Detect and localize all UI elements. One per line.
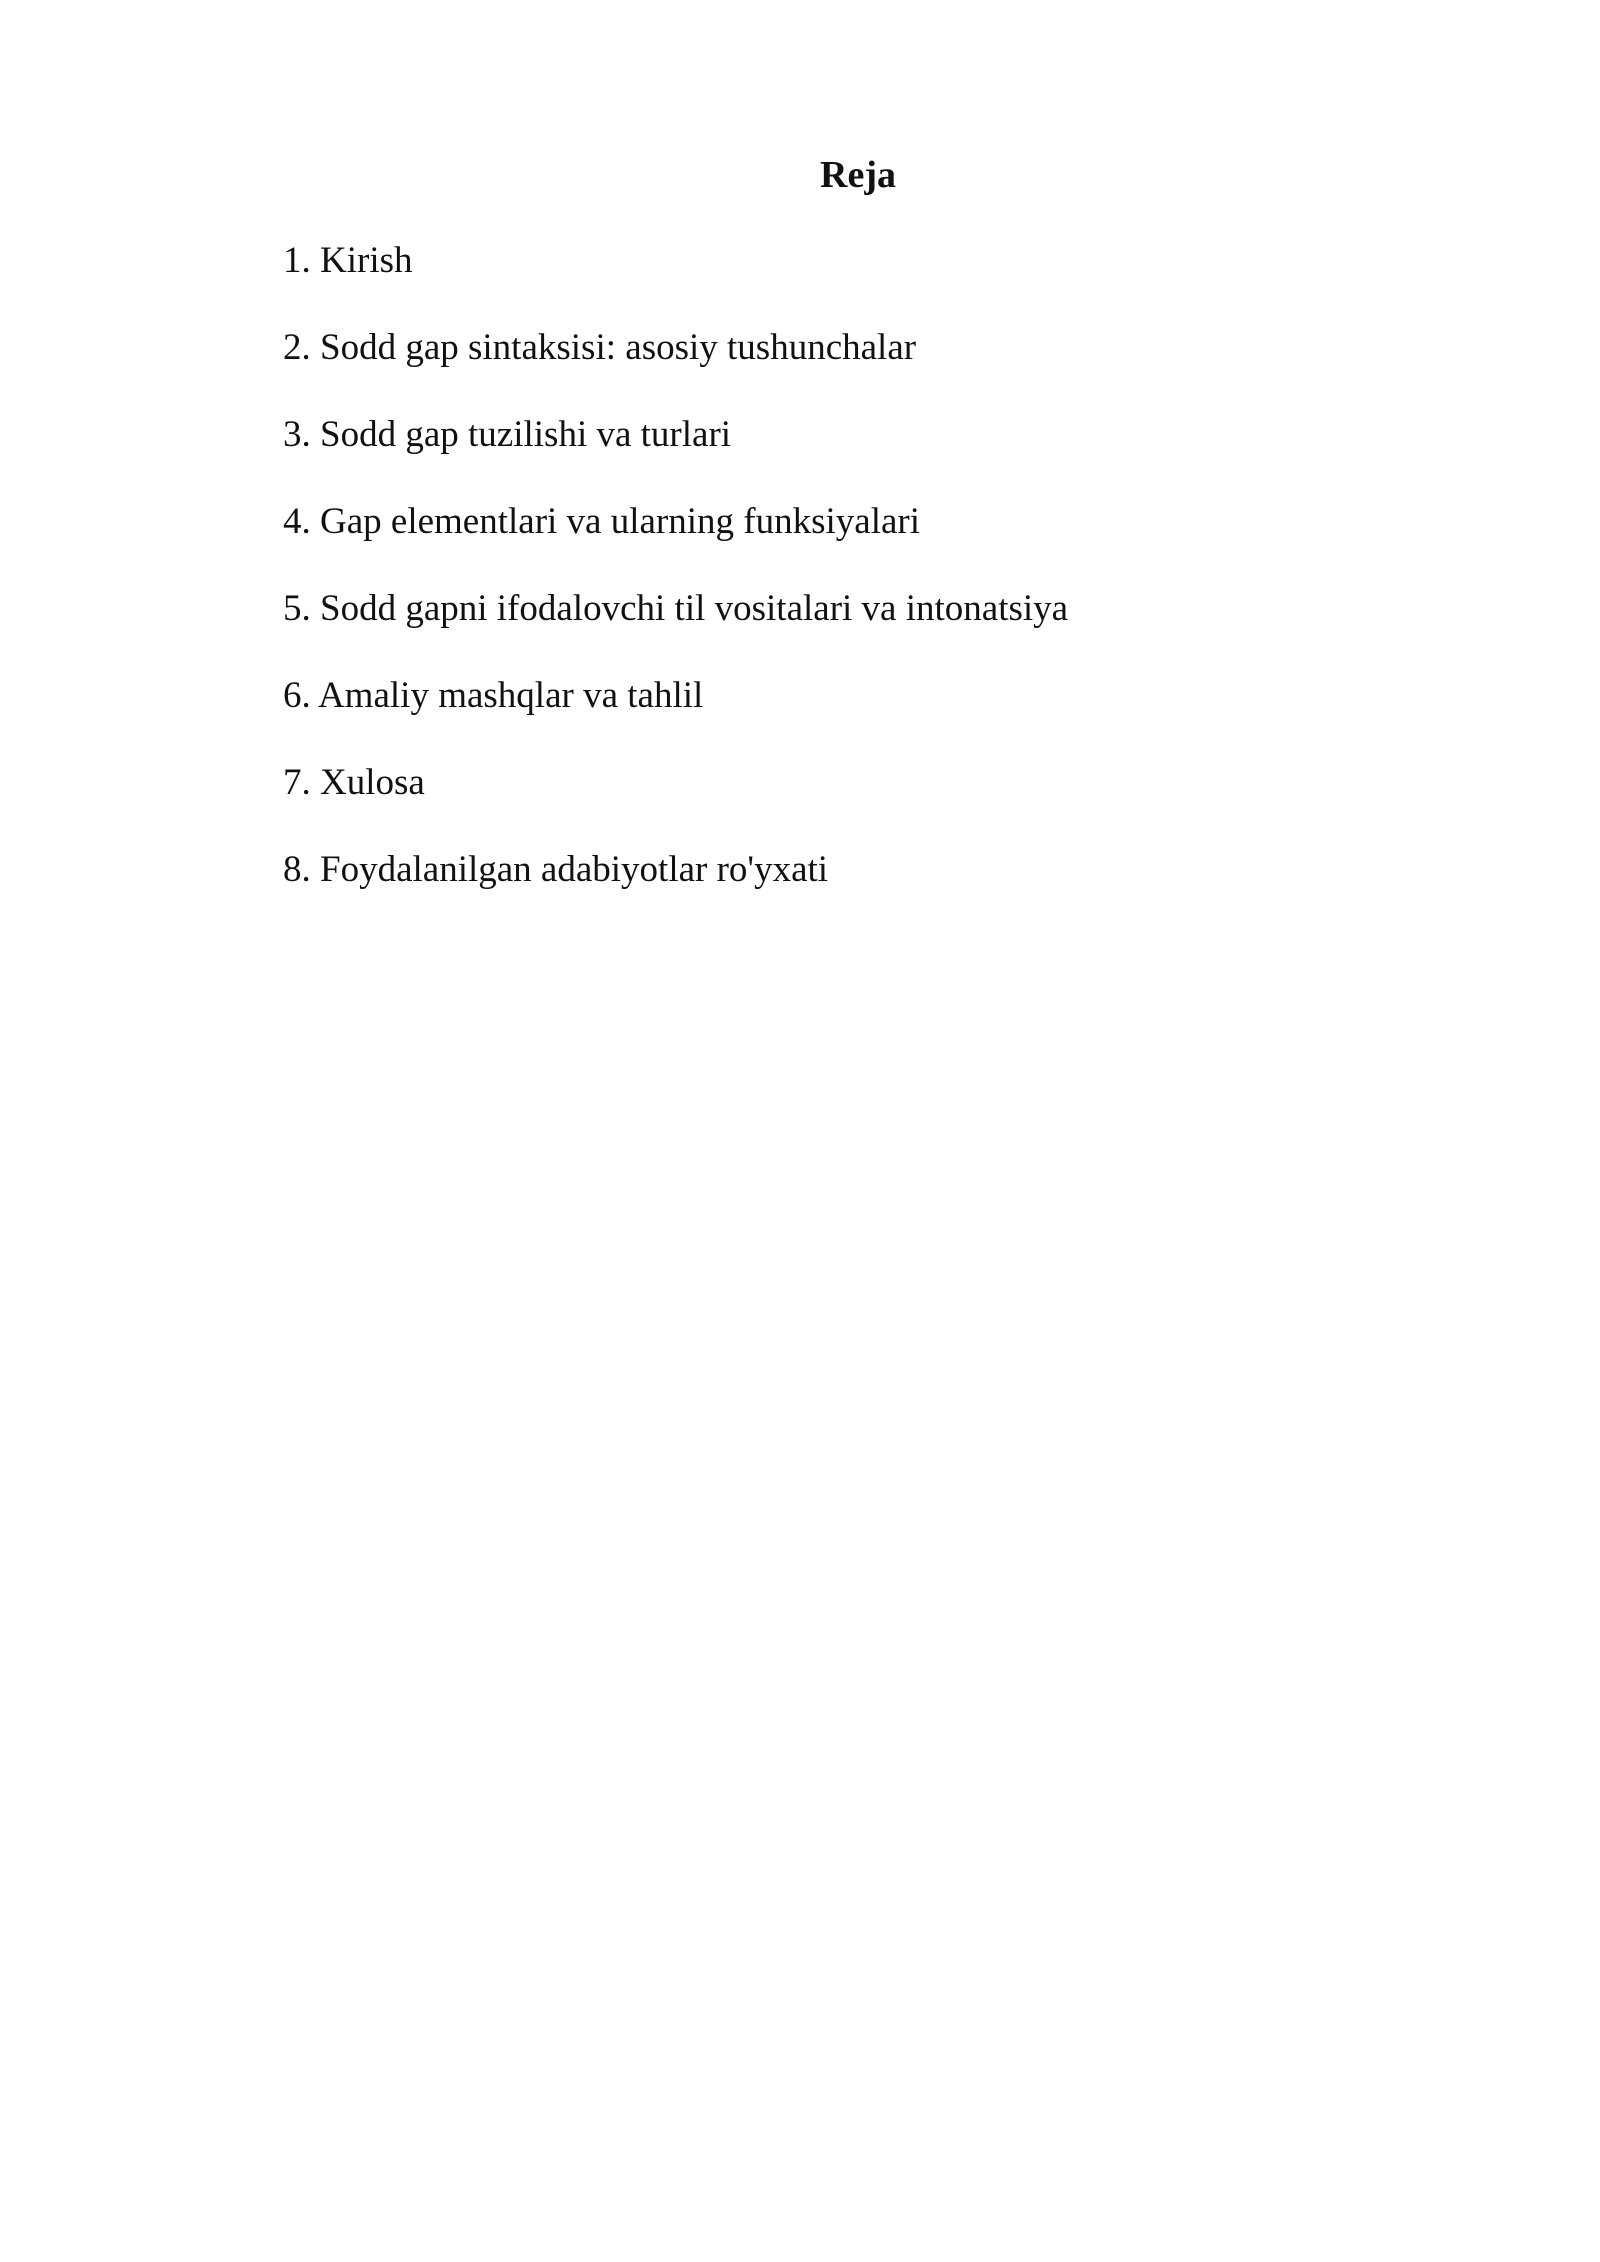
- plan-list: [283, 236, 1068, 932]
- plan-item-8: 8. Foydalanilgan adabiyotlar ro'yxati: [283, 849, 829, 890]
- plan-item-2: 2. Sodd gap sintaksisi: asosiy tushunchalar: [283, 327, 917, 368]
- plan-item-6: 6. Amaliy mashqlar va tahlil: [283, 675, 704, 716]
- page-title: Reja: [820, 154, 896, 196]
- plan-item-7: 7. Xulosa: [283, 762, 425, 803]
- plan-item-4: 4. Gap elementlari va ularning funksiyalari: [283, 501, 921, 542]
- plan-item-1: 1. Kirish: [283, 240, 413, 281]
- plan-item-5: 5. Sodd gapni ifodalovchi til vositalari va intonatsiya: [283, 588, 1069, 629]
- plan-item-3: 3. Sodd gap tuzilishi va turlari: [283, 414, 732, 455]
